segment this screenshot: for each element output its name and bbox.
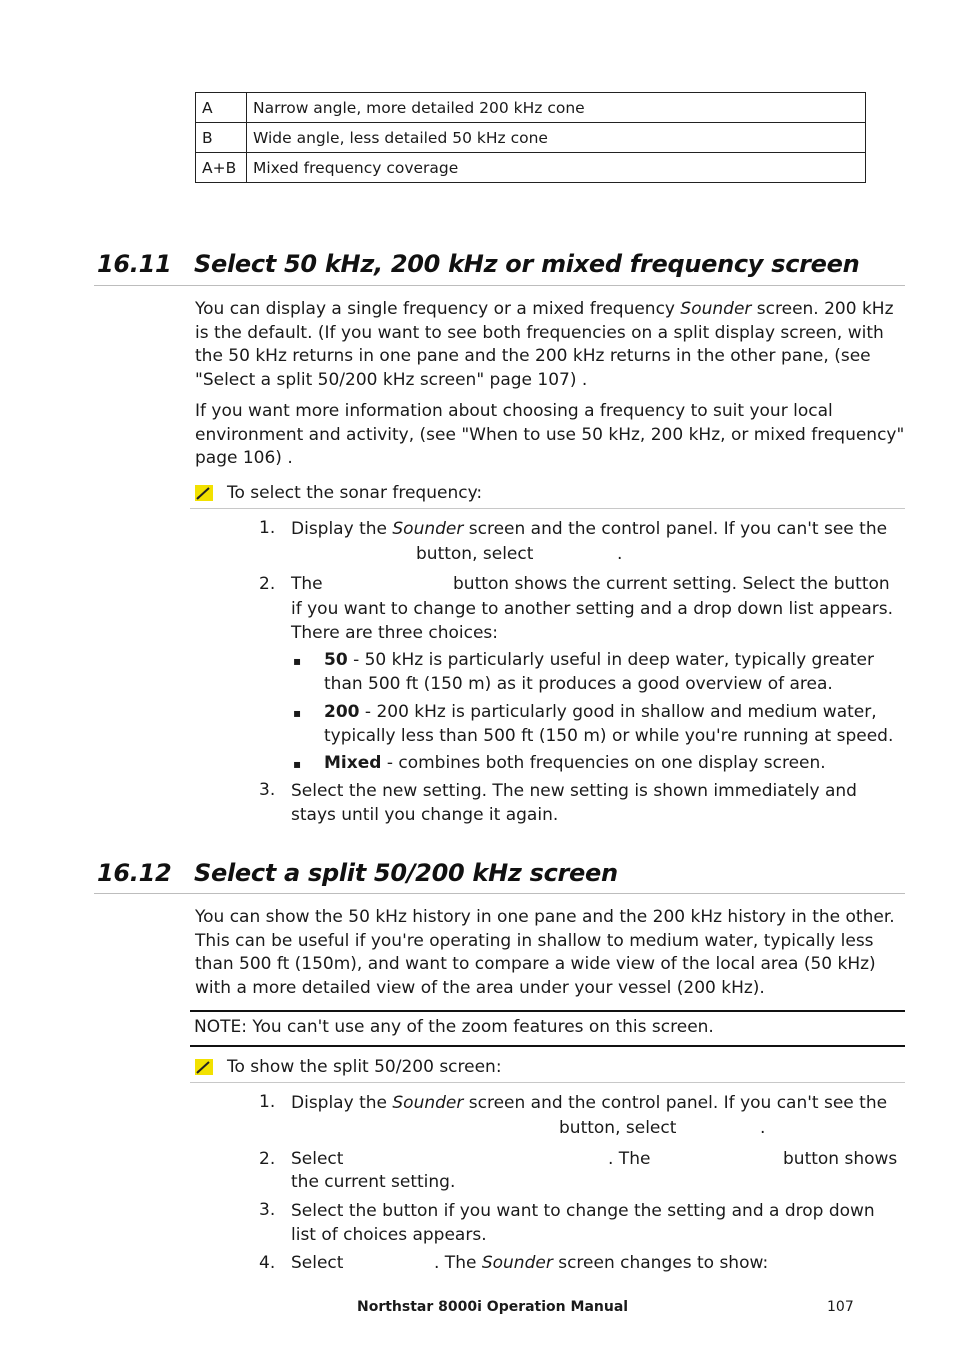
italic-text: Sounder — [392, 519, 464, 539]
text: screen and the control panel. If you can't see the — [463, 519, 888, 539]
step-text: . The — [608, 1149, 651, 1169]
text: screen and the control panel. If you can't see the — [463, 1093, 888, 1113]
italic-text: Sounder — [680, 299, 752, 319]
pencil-task-icon — [195, 485, 213, 501]
legend-key: B — [196, 123, 247, 153]
step-text: Select the new setting. The new setting is shown immediately and stays until you change it again. — [291, 781, 857, 825]
paragraph: You can show the 50 kHz history in one pane and the 200 kHz history in the other. This can be useful if you're operating in shallow to medium water, typically less than 500 ft (150m), and want to compare a wide view of the local area (50 kHz) with a more detailed view of the area under your vessel (200 kHz). — [195, 907, 895, 998]
step-text: button, select — [559, 1118, 677, 1138]
step-text: . — [760, 1118, 766, 1138]
text: screen. 200 kHz is the default. (If you want to see both frequencies on a split display screen, with the 50 kHz returns in one pane and the 200 kHz returns in the other pane, (see "Select a split 50/200 kHz screen" page 107) . — [195, 299, 894, 390]
list-item — [324, 649, 905, 696]
step-text: button, select — [416, 544, 534, 564]
step-text: Select — [291, 1253, 344, 1273]
step-number: 3. — [259, 1200, 276, 1220]
legend-table — [195, 92, 866, 183]
legend-desc: Mixed frequency coverage — [247, 153, 866, 183]
list-item — [324, 701, 905, 748]
text: - 200 kHz is particularly good in shallow and medium water, typically less than 500 ft (150 m) or while you're running at speed. — [324, 702, 894, 746]
step-number: 4. — [259, 1253, 276, 1273]
note-box — [190, 1010, 905, 1047]
bullet-marker: ▪ — [293, 757, 302, 771]
bullet-marker: ▪ — [293, 706, 302, 720]
step-text: . — [617, 544, 623, 564]
italic-text: Sounder — [481, 1253, 553, 1273]
section-heading — [97, 250, 859, 278]
bold-text: Mixed — [324, 753, 382, 773]
bullet-marker: ▪ — [293, 654, 302, 668]
table-row — [196, 93, 866, 123]
footer-manual-title: Northstar 8000i Operation Manual — [357, 1299, 629, 1315]
step-number: 3. — [259, 780, 276, 800]
note-text: NOTE: You can't use any of the zoom features on this screen. — [194, 1017, 714, 1037]
step-number: 1. — [259, 518, 276, 538]
text: Display the — [291, 519, 393, 539]
legend-desc: Narrow angle, more detailed 200 kHz cone — [247, 93, 866, 123]
heading-rule — [94, 285, 905, 286]
task-rule — [190, 508, 905, 509]
step-text: button shows — [783, 1149, 898, 1169]
section-number: 16.12 — [97, 859, 172, 887]
pencil-task-icon — [195, 1059, 213, 1075]
task-rule — [190, 1082, 905, 1083]
step-number: 1. — [259, 1092, 276, 1112]
text: Display the — [291, 1093, 393, 1113]
step-text: if you want to change to another setting and a drop down list appears. There are three choices: — [291, 599, 894, 643]
task-label: To select the sonar frequency: — [227, 483, 483, 503]
step-text: Select — [291, 1149, 344, 1169]
text: You can display a single frequency or a mixed frequency — [195, 299, 681, 319]
text: - combines both frequencies on one display screen. — [381, 753, 826, 773]
section-title: Select a split 50/200 kHz screen — [194, 859, 618, 887]
step-text: the current setting. — [291, 1172, 456, 1192]
heading-rule — [94, 893, 905, 894]
bold-text: 200 — [324, 702, 360, 722]
section-heading — [97, 859, 618, 887]
table-row — [196, 123, 866, 153]
step-text: button shows the current setting. Select the button — [453, 574, 890, 594]
legend-key: A — [196, 93, 247, 123]
step-text — [291, 1092, 905, 1116]
step-number: 2. — [259, 1149, 276, 1169]
text: . The — [434, 1253, 482, 1273]
italic-text: Sounder — [392, 1093, 464, 1113]
step-text: The — [291, 574, 323, 594]
text: - 50 kHz is particularly useful in deep water, typically greater than 500 ft (150 m) as it produces a good overview of area. — [324, 650, 874, 694]
paragraph: If you want more information about choosing a frequency to suit your local environment and activity, (see "When to use 50 kHz, 200 kHz, or mixed frequency" page 106) . — [195, 401, 905, 468]
text: screen changes to show: — [552, 1253, 769, 1273]
step-text — [291, 518, 905, 542]
step-text: Select the button if you want to change the setting and a drop down list of choices appears. — [291, 1201, 875, 1245]
legend-desc: Wide angle, less detailed 50 kHz cone — [247, 123, 866, 153]
section-number: 16.11 — [97, 250, 172, 278]
table-row — [196, 153, 866, 183]
page-number: 107 — [827, 1299, 854, 1315]
task-label: To show the split 50/200 screen: — [227, 1057, 502, 1077]
section-title: Select 50 kHz, 200 kHz or mixed frequency screen — [194, 250, 860, 278]
step-number: 2. — [259, 574, 276, 594]
list-item — [324, 752, 905, 776]
paragraph — [195, 298, 905, 392]
bold-text: 50 — [324, 650, 348, 670]
step-text — [434, 1253, 768, 1273]
legend-key: A+B — [196, 153, 247, 183]
